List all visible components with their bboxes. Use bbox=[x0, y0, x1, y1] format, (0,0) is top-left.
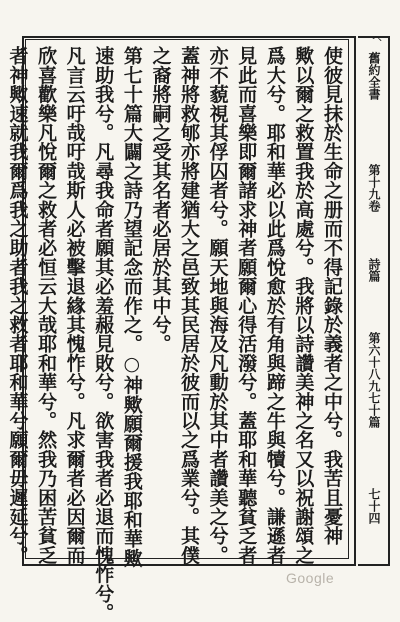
text-column: 使彼見抹於生命之册而不得記錄於義者之中兮。我苦且憂神 bbox=[321, 46, 343, 546]
text-column: 凡言云吁哉吁哉斯人必被擊退緣其愧怍兮。凡求爾者必因爾而 bbox=[63, 46, 86, 565]
text-column: 者神歟速就我爾爲我之助者我之救者耶和華兮願爾毋遲延兮。 bbox=[6, 46, 29, 565]
text-column: 歟以爾之救置我於高處兮。我將以詩讚美神之名又以祝謝頌之 bbox=[292, 46, 315, 565]
section-label: 詩篇 bbox=[367, 258, 381, 282]
text-column: 速助我兮。凡尋我命者願其必羞赧見敗兮。欲害我者必退而愧怍兮。 bbox=[92, 46, 115, 622]
text-column: 蓋神將救郇亦將建猶大之邑致其民居於彼而以之爲業兮。其僕 bbox=[178, 46, 201, 565]
text-column: 見此而喜樂即爾諸求神者願爾心得活潑兮。蓋耶和華聽貧乏者 bbox=[235, 46, 258, 565]
book-title: 舊約全書 bbox=[367, 52, 381, 100]
chapters-label: 第六十八九七十篇 bbox=[367, 332, 381, 428]
text-column: 之裔將嗣之受其名者必居於其中兮。 bbox=[149, 46, 172, 354]
psalm-heading-column: 第七十篇大闢之詩乃望記念而作之。○神歟願爾援我耶和華歟 bbox=[120, 46, 143, 568]
page-corner-mark: ヘ bbox=[372, 34, 382, 45]
page-number: 七十四 bbox=[367, 488, 381, 524]
scan-watermark: Google bbox=[286, 570, 335, 586]
text-column: 爲大兮。耶和華必以此爲悅愈於有角與蹄之牛與犢兮。謙遜者 bbox=[263, 46, 286, 565]
text-column: 欣喜歡樂凡悅爾之救者必恒云大哉耶和華兮。然我乃困苦貧乏 bbox=[35, 46, 58, 565]
running-header-strip bbox=[358, 36, 390, 566]
volume-label: 第十九卷 bbox=[367, 164, 381, 212]
text-column: 亦不藐視其俘囚者兮。願天地與海及凡動於其中者讚美之兮。 bbox=[206, 46, 229, 565]
